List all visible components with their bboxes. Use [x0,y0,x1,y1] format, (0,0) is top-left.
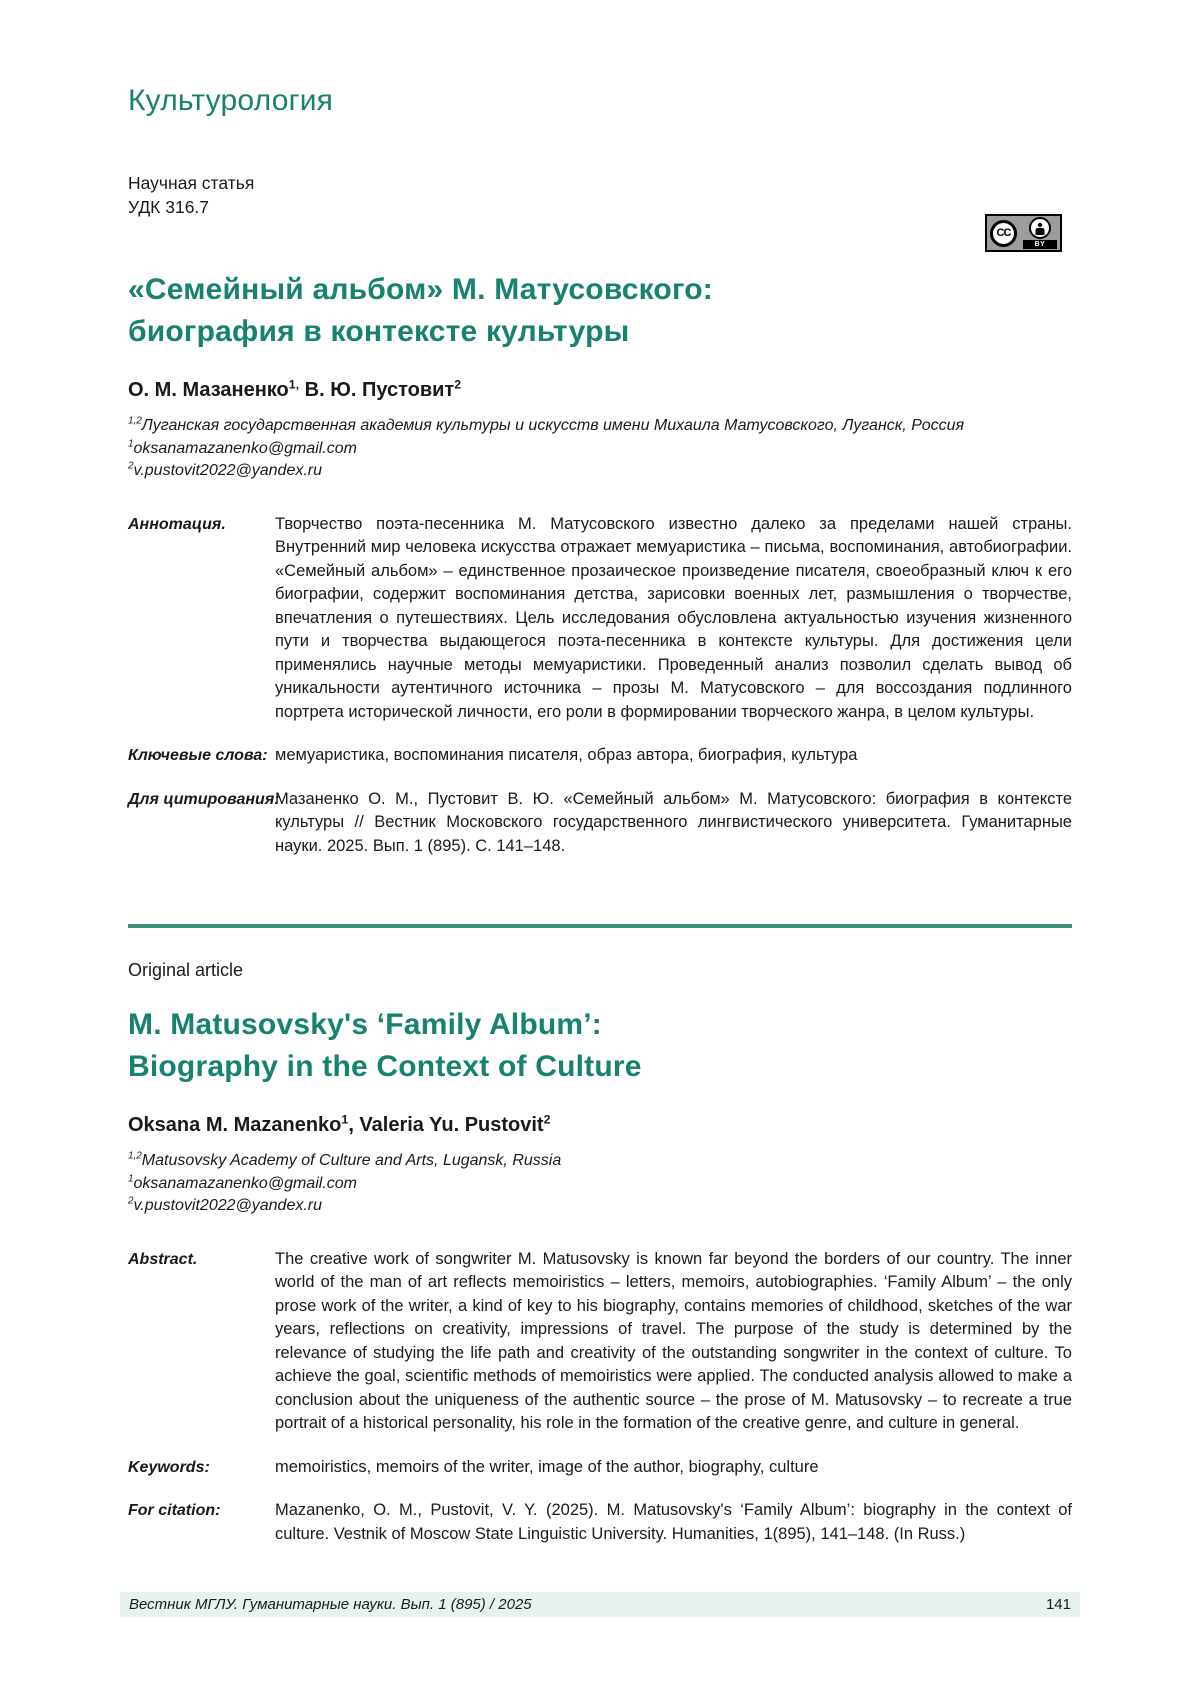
footer-page-number: 141 [1045,1596,1071,1613]
article-title-ru-line2: биография в контексте культуры [128,315,630,348]
abstract-label-ru: Аннотация. [128,515,226,533]
citation-text-ru: Мазаненко О. М., Пустовит В. Ю. «Семейный альбом» М. Матусовского: биография в контексте культуры // Вестник Московского государственного лингвистического университета. Гуманитарные науки. 2025. Вып. 1 (895). С. 141–148. [275,789,1072,855]
abstract-row-ru [128,513,1072,725]
author-email-2-en [128,1195,1072,1218]
email-2-text: v.pustovit2022@yandex.ru [133,462,323,479]
abstract-text-en: The creative work of songwriter M. Matusovsky is known far beyond the borders of our country. The inner world of the man of art reflects memoiristics – letters, memoirs, autobiographies. ‘Family Album’ – the only prose work of the writer, a kind of key to his biography, contains memories of childhood, sketches of the war years, reflections on creativity, impressions of travel. The purpose of the study is determined by the relevance of studying the life path and creativity of the outstanding songwriter in the context of culture. To achieve the goal, scientific methods of memoiristics were applied. The conducted analysis allowed to make a conclusion about the uniqueness of the authentic source – the prose of M. Matusovsky – to recreate a true portrait of a historical personality, his role in the formation of the creative genre, and culture in general. [275,1249,1072,1432]
udc-number: УДК 316.7 [128,197,210,217]
keywords-row-ru [128,744,1072,768]
abstract-text-ru: Творчество поэта-песенника М. Матусовского известно далеко за пределами нашей страны. Внутренний мир человека искусства отражает мемуаристика – письма, воспоминания, автобиографии. «Семейный альбом» – единственное прозаическое произведение писателя, своеобразный ключ к его биографии, содержит воспоминания детства, зарисовки военных лет, размышления о творчестве, впечатления о путешествиях. Цель исследования обусловлена актуальностью изучения жизненного пути и творчества выдающегося поэта-песенника в контексте культуры. Для достижения цели применялись научные методы мемуаристики. Проведенный анализ позволил сделать вывод об уникальности аутентичного источника – прозы М. Матусовского – для воссоздания подлинного портрета исторической личности, его роли в формировании творческого жанра, в целом культуры. [275,514,1072,721]
email-2-en-text: v.pustovit2022@yandex.ru [133,1197,323,1214]
email-2-mark: 2 [128,460,134,472]
article-type-ru: Научная статья [128,173,255,193]
email-1-mark: 1 [128,438,134,450]
person-icon [1029,217,1051,239]
author-ru-1: О. М. Мазаненко [128,379,289,401]
article-type-en: Original article [128,960,244,980]
author-email-2 [128,460,1072,483]
cc-label: CC [996,227,1011,239]
email-1-text: oksanamazanenko@gmail.com [133,439,357,457]
author-en-1-affil-mark: 1 [341,1112,349,1127]
keywords-text-en: memoiristics, memoirs of the writer, image of the author, biography, culture [275,1457,819,1476]
attribution-icon [1023,217,1057,249]
affiliation-ru-marks: 1,2 [128,415,142,427]
author-en-2-affil-mark: 2 [543,1112,551,1127]
citation-row-en [128,1499,1072,1546]
email-2-en-mark: 2 [128,1195,134,1207]
authors-ru [128,377,1072,403]
affiliation-block-en [128,1150,1072,1218]
by-label: BY [1023,240,1057,249]
citation-text-en: Mazanenko, O. M., Pustovit, V. Y. (2025). M. Matusovsky's ‘Family Album’: biography in the context of culture. Vestnik of Moscow State Linguistic University. Humanities, 1(895), 141–148. (In Russ.) [275,1501,1072,1543]
citation-label-ru: Для цитирования: [128,790,280,808]
article-title-en-line2: Biography in the Context of Culture [128,1050,642,1083]
author-ru-2: В. Ю. Пустовит [299,379,455,401]
page-content [0,84,1200,1546]
keywords-label-ru: Ключевые слова: [128,747,268,764]
article-title-ru-line1: «Семейный альбом» М. Матусовского: [128,273,713,306]
affiliation-en-marks: 1,2 [128,1150,142,1162]
creative-commons-icon [990,220,1017,247]
article-title-ru [128,269,1072,353]
article-meta [128,171,1072,219]
article-title-en [128,1004,1072,1088]
footer-journal-line: Вестник МГЛУ. Гуманитарные науки. Вып. 1 (895) / 2025 [129,1596,532,1613]
author-email-1-en [128,1173,1072,1196]
journal-section-title: Культурология [128,84,334,117]
authors-en [128,1112,1072,1138]
affiliation-block-ru [128,415,1072,483]
page-footer [120,1592,1080,1617]
affiliation-en-text: Matusovsky Academy of Culture and Arts, Lugansk, Russia [141,1152,562,1169]
affiliation-en [128,1150,1072,1173]
cc-by-license-icon [985,214,1062,252]
email-1-en-text: oksanamazanenko@gmail.com [133,1174,357,1192]
citation-row-ru [128,788,1072,859]
citation-label-en: For citation: [128,1502,221,1519]
article-title-en-line1: M. Matusovsky's ‘Family Album’: [128,1008,602,1041]
section-divider [128,924,1072,928]
affiliation-ru-text: Луганская государственная академия культуры и искусств имени Михаила Матусовского, Луганск, Россия [141,417,965,434]
abstract-label-en: Abstract. [128,1250,198,1268]
abstract-row-en [128,1248,1072,1436]
author-en-1: Oksana M. Mazanenko [128,1114,342,1136]
author-ru-1-affil-mark: 1, [288,377,300,392]
author-en-2: , Valeria Yu. Pustovit [348,1114,544,1136]
keywords-label-en: Keywords: [128,1458,210,1476]
keywords-text-ru: мемуаристика, воспоминания писателя, образ автора, биография, культура [275,746,858,764]
author-ru-2-affil-mark: 2 [454,377,462,392]
author-email-1 [128,438,1072,461]
affiliation-ru [128,415,1072,438]
keywords-row-en [128,1456,1072,1480]
email-1-en-mark: 1 [128,1173,134,1185]
person-glyph [1034,222,1046,235]
